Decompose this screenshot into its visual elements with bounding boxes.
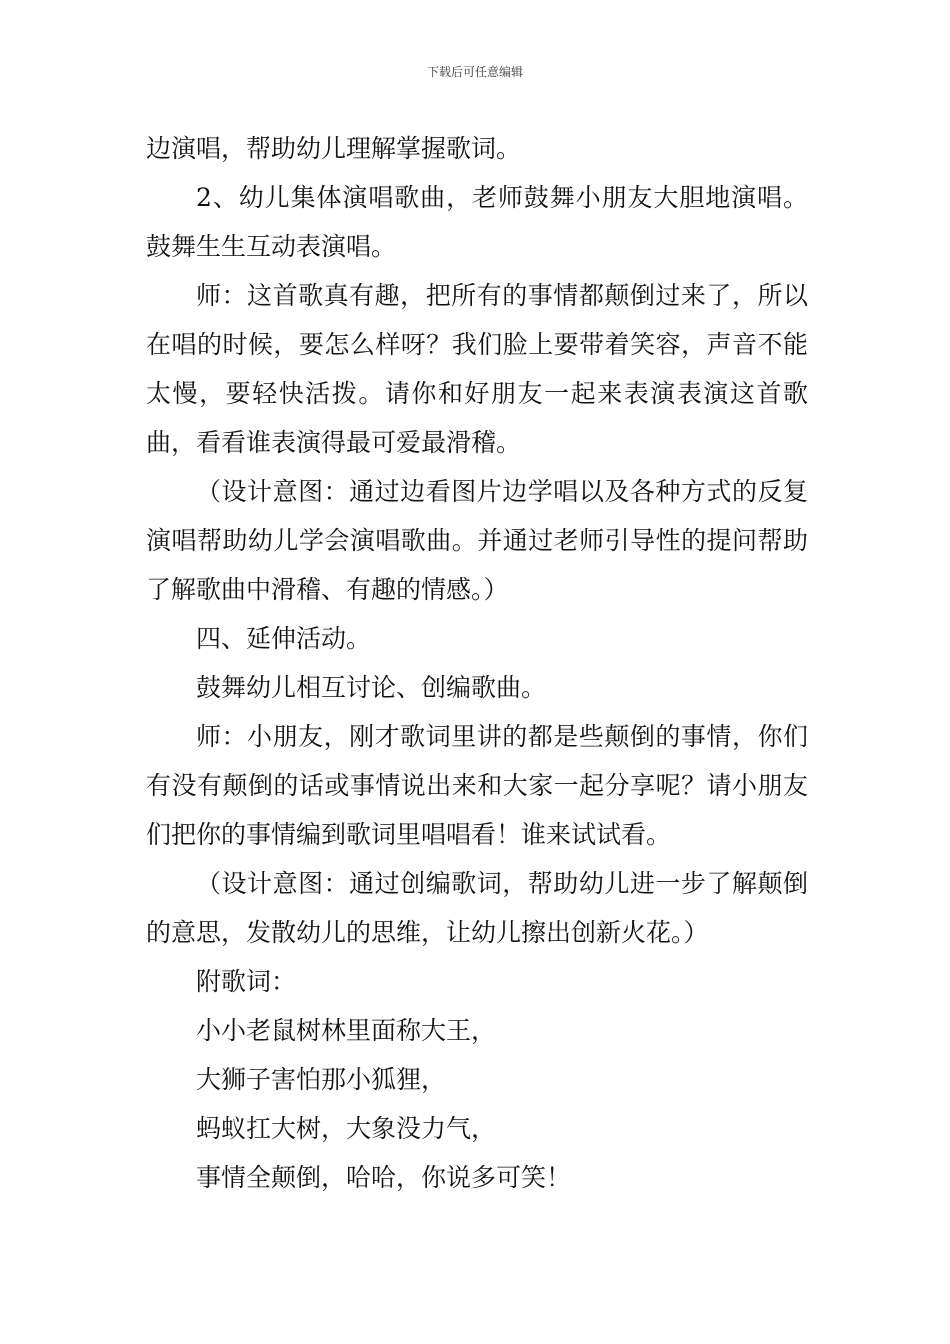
paragraph: 边演唱，帮助幼儿理解掌握歌词。 — [146, 134, 522, 163]
paragraph: 鼓舞幼儿相互讨论、创编歌曲。 — [196, 673, 547, 702]
lyric-line: 小小老鼠树林里面称大王， — [196, 1016, 497, 1045]
lyrics-heading: 附歌词： — [196, 967, 297, 996]
design-intent-note: （设计意图：通过创编歌词，帮助幼儿进一步了解颠倒的意思，发散幼儿的思维，让幼儿擦出创新火花。） — [146, 869, 808, 947]
paragraph: 师：这首歌真有趣，把所有的事情都颠倒过来了，所以在唱的时候，要怎么样呀？我们脸上要带着笑容，声音不能太慢，要轻快活拨。请你和好朋友一起来表演表演这首歌曲，看看谁表演得最可爱最滑稽。 — [146, 281, 808, 457]
lyric-line: 事情全颠倒，哈哈，你说多可笑！ — [196, 1163, 572, 1192]
document-body — [146, 124, 808, 1202]
paragraph: 2、幼儿集体演唱歌曲，老师鼓舞小朋友大胆地演唱。鼓舞生生互动表演唱。 — [146, 183, 808, 261]
lyric-line: 蚂蚁扛大树，大象没力气， — [196, 1114, 497, 1143]
design-intent-note: （设计意图：通过边看图片边学唱以及各种方式的反复演唱帮助幼儿学会演唱歌曲。并通过老师引导性的提问帮助了解歌曲中滑稽、有趣的情感。） — [146, 477, 808, 604]
page-header: 下载后可任意编辑 — [426, 65, 523, 79]
lyric-line: 大狮子害怕那小狐狸， — [196, 1065, 447, 1094]
paragraph: 师：小朋友，刚才歌词里讲的都是些颠倒的事情，你们有没有颠倒的话或事情说出来和大家一起分享呢？请小朋友们把你的事情编到歌词里唱唱看！谁来试试看。 — [146, 722, 808, 849]
section-heading: 四、延伸活动。 — [196, 624, 372, 653]
